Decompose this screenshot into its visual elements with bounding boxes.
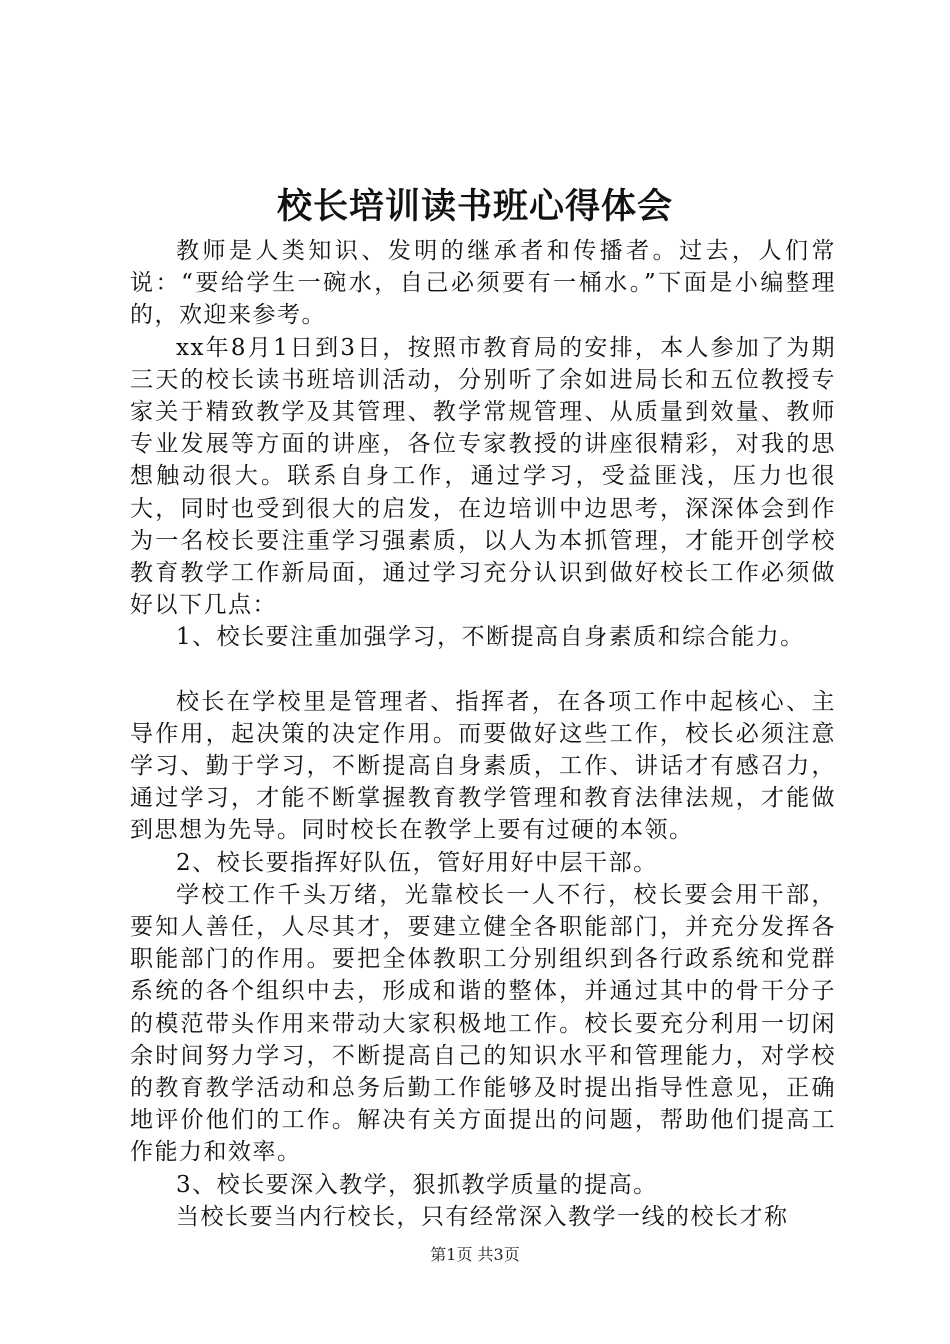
paragraph-intro: 教师是人类知识、发明的继承者和传播者。过去，人们常说：“要给学生一碗水，自己必须要有一桶水。”下面是小编整理的，欢迎来参考。 (130, 238, 836, 329)
paragraph-point-1: 校长在学校里是管理者、指挥者，在各项工作中起核心、主导作用，起决策的决定作用。而要做好这些工作，校长必须注意学习、勤于学习，不断提高自身素质，工作、讲话才有感召力，通过学习，才能不断掌握教育教学管理和教育法律法规，才能做到思想为先导。同时校长在教学上要有过硬的本领。 (130, 688, 836, 844)
document-title: 校长培训读书班心得体会 (276, 186, 673, 227)
paragraph-training-summary: xx年8月1日到3日，按照市教育局的安排，本人参加了为期三天的校长读书班培训活动，分别听了余如进局长和五位教授专家关于精致教学及其管理、教学常规管理、从质量到效量、教师专业发展等方面的讲座，各位专家教授的讲座很精彩，对我的思想触动很大。联系自身工作，通过学习，受益匪浅，压力也很大，同时也受到很大的启发，在边培训中边思考，深深体会到作为一名校长要注重学习强素质，以人为本抓管理，才能开创学校教育教学工作新局面，通过学习充分认识到做好校长工作必须做好以下几点： (130, 334, 836, 619)
heading-point-3: 3、校长要深入教学，狠抓教学质量的提高。 (176, 1171, 658, 1198)
document-body (130, 235, 836, 1233)
paragraph-point-3: 当校长要当内行校长，只有经常深入教学一线的校长才称 (176, 1203, 789, 1230)
paragraph-point-2: 学校工作千头万绪，光靠校长一人不行，校长要会用干部，要知人善任，人尽其才，要建立健全各职能部门，并充分发挥各职能部门的作用。要把全体教职工分别组织到各行政系统和党群系统的各个组织中去，形成和谐的整体，并通过其中的骨干分子的模范带头作用来带动大家积极地工作。校长要充分利用一切闲余时间努力学习，不断提高自己的知识水平和管理能力，对学校的教育教学活动和总务后勤工作能够及时提出指导性意见，正确地评价他们的工作。解决有关方面提出的问题，帮助他们提高工作能力和效率。 (130, 881, 836, 1166)
heading-point-2: 2、校长要指挥好队伍，管好用好中层干部。 (176, 849, 658, 876)
page-indicator: 第1页 共3页 (430, 1245, 520, 1264)
heading-point-1: 1、校长要注重加强学习，不断提高自身素质和综合能力。 (176, 624, 805, 651)
